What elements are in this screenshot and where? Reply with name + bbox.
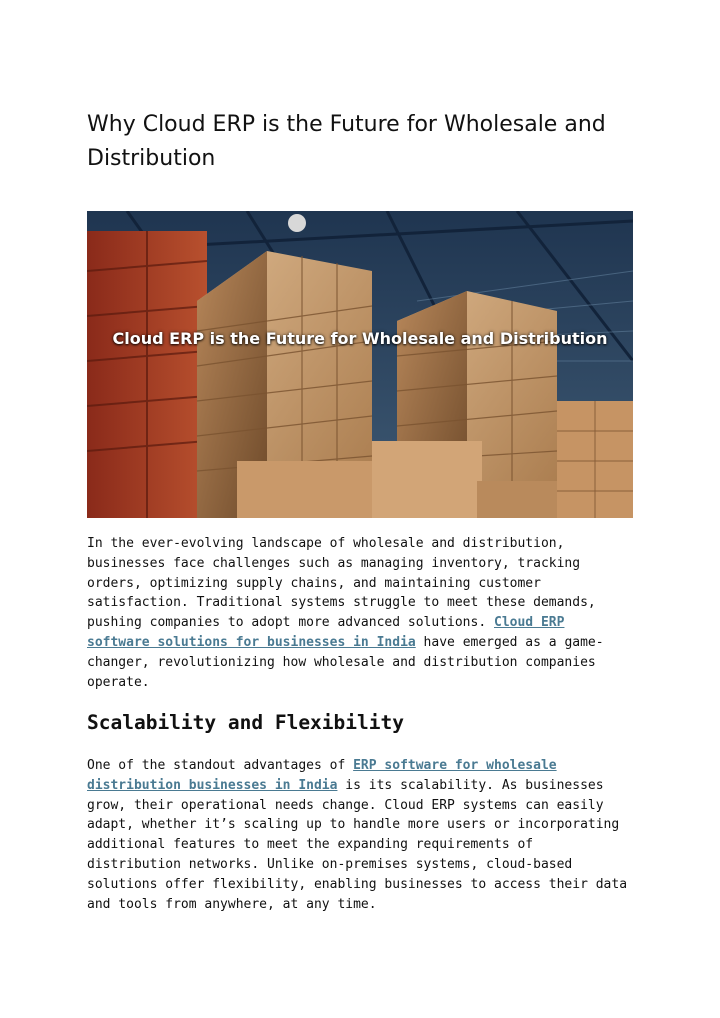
intro-paragraph [87,534,633,692]
warehouse-illustration [87,211,633,518]
intro-text-before: In the ever-evolving landscape of wholesale and distribution, businesses face challenges such as managing inventory, tracking orders, optimizing supply chains, and maintaining customer satisfaction. Traditional systems struggle to meet these demands, pushing companies to adopt more advanced solutions. [87,536,596,631]
cloud-erp-link[interactable]: Cloud ERP software solutions for businesses in India [87,615,565,650]
article-title: Why Cloud ERP is the Future for Wholesale and Distribution [87,112,606,171]
section-heading-scalability: Scalability and Flexibility [87,711,404,734]
intro-text-after: have emerged as a game-changer, revolutionizing how wholesale and distribution companies operate. [87,634,604,690]
hero-image [87,211,633,518]
section-text-before: One of the standout advantages of [87,758,354,773]
erp-wholesale-link[interactable]: ERP software for wholesale distribution businesses in India [87,758,557,793]
scalability-paragraph [87,756,633,914]
section-text-after: is its scalability. As businesses grow, their operational needs change. Cloud ERP systems can easily adapt, whether it’s scaling up to handle more users or incorporating additional features to meet the expanding requirements of distribution networks. Unlike on-premises systems, cloud-based solutions offer flexibility, enabling businesses to access their data and tools from anywhere, at any time. [87,777,628,912]
hero-image-caption: Cloud ERP is the Future for Wholesale and Distribution [112,329,608,348]
